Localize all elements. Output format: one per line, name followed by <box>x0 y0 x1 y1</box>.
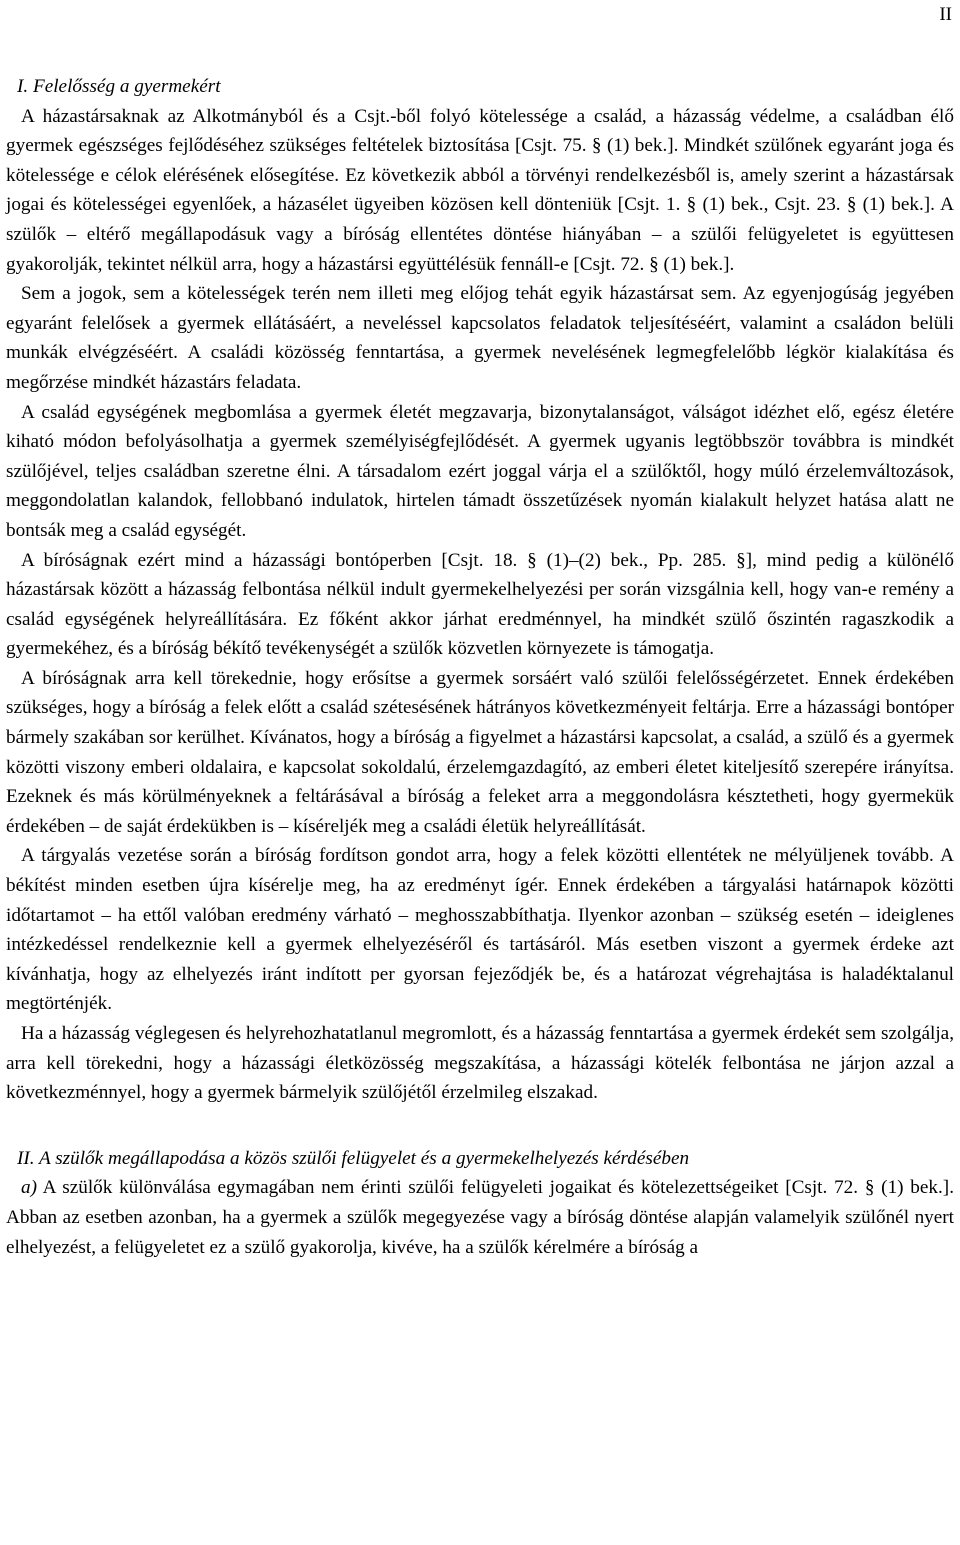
paragraph: A család egységének megbomlása a gyermek életét megzavarja, bizonytalanságot, válságot idézhet elő, egész életére kiható módon befolyásolhatja a gyermek személyiségfejlődését. A gyermek ugyanis legtöbbször továbbra is mindkét szülőjével, teljes családban szeretne élni. A társadalom ezért joggal várja el a szülőktől, hogy múló érzelemváltozások, meggondolatlan kalandok, fellobbanó indulatok, hirtelen támadt összetűzések nyomán kialakult helyzet hatása alatt ne bontsák meg a család egységét. <box>6 401 954 541</box>
paragraph: Sem a jogok, sem a kötelességek terén nem illeti meg előjog tehát egyik házastársat sem. Az egyenjogúság jegyében egyaránt felelősek a gyermek ellátásáért, a neveléssel kapcsolatos feladatok teljesítéséért, valamint a családon belüli munkák elvégzéséért. A családi közösség fenntartása, a gyermek nevelésének legmegfelelőbb légkör kialakítása és megőrzése mindkét házastárs feladata. <box>6 283 954 393</box>
section-1-heading: I. Felelősség a gyermekért <box>17 76 221 97</box>
section-2-heading: II. A szülők megállapodása a közös szülői felügyelet és a gyermekelhelyezés kérdésében <box>17 1147 690 1169</box>
document-body <box>6 72 954 1262</box>
paragraph: A tárgyalás vezetése során a bíróság fordítson gondot arra, hogy a felek közötti ellentétek ne mélyüljenek tovább. A békítést minden esetben újra kísérelje meg, ha az eredményt ígér. Ennek érdekében a tárgyalási határnapok közötti időtartamot – ha ettől valóban eredmény várható – meghosszabbíthatja. Ilyenkor azonban – szükség esetén – ideiglenes intézkedéssel rendelkeznie kell a gyermek elhelyezéséről és tartásáról. Más esetben viszont a gyermek érdeke azt kívánhatja, hogy az elhelyezés iránt indított per gyorsan fejeződjék be, és a határozat végrehajtása is haladéktalanul megtörténjék. <box>6 845 954 1015</box>
section-gap <box>6 1108 954 1144</box>
paragraph-text: A szülők különválása egymagában nem érinti szülői felügyeleti jogaikat és kötelezettségeiket [Csjt. 72. § (1) bek.]. Abban az esetben azonban, ha a gyermek a szülők megegyezése vagy a bíróság döntése alapján valamelyik szülőnél nyert elhelyezést, a felügyeletet ez a szülő gyakorolja, kivéve, ha a szülők kérelmére a bíróság a <box>6 1177 954 1258</box>
paragraph: A házastársaknak az Alkotmányból és a Csjt.-ből folyó kötelessége a család, a házasság védelme, a családban élő gyermek egészséges fejlődéséhez szükséges feltételek biztosítása [Csjt. 75. § (1) bek.]. Mindkét szülőnek egyaránt joga és kötelessége e célok elérésének elősegítése. Ez következik abból a törvényi rendelkezésből is, amely szerint a házastársak jogai és kötelességei egyenlőek, a házasélet ügyeiben közösen kell dönteniük [Csjt. 1. § (1) bek., Csjt. 23. § (1) bek.]. A szülők – eltérő megállapodásuk vagy a bíróság ellentétes döntése hiányában – a szülői felügyeletet is együttesen gyakorolják, tekintet nélkül arra, hogy a házastársi együttélésük fennáll-e [Csjt. 72. § (1) bek.]. <box>6 105 954 275</box>
page-number: II <box>939 4 952 25</box>
paragraph: Ha a házasság véglegesen és helyrehozhatatlanul megromlott, és a házasság fenntartása a gyermek érdekét sem szolgálja, arra kell törekedni, hogy a házassági életközösség megszakítása, a házassági kötelék felbontása ne járjon azzal a következménnyel, hogy a gyermek bármelyik szülőjétől érzelmileg elszakad. <box>6 1023 954 1104</box>
paragraph <box>6 1173 954 1262</box>
paragraph: A bíróságnak ezért mind a házassági bontóperben [Csjt. 18. § (1)–(2) bek., Pp. 285. §], mind pedig a különélő házastársak között a házasság felbontása nélkül indult gyermekelhelyezési per során vizsgálnia kell, hogy van-e remény a család egységének helyreállítására. Ez főként akkor járhat eredménnyel, ha mindkét szülő őszintén ragaszkodik a gyermekéhez, és a bíróság békítő tevékenységét a szülők közvetlen környezete is támogatja. <box>6 549 954 660</box>
paragraph: A bíróságnak arra kell törekednie, hogy erősítse a gyermek sorsáért való szülői felelősségérzetet. Ennek érdekében szükséges, hogy a bíróság a felek előtt a család szétesésének hátrányos következményeit feltárja. Erre a házassági bontóper bármely szakában sor kerülhet. Kívánatos, hogy a bíróság a figyelmet a házastársi kapcsolat, a család, a szülő és a gyermek közötti viszony emberi oldalaira, e kapcsolat sokoldalú, érzelemgazdagító, az emberi életet kiteljesítő szerepére irányítsa. Ezeknek és más körülményeknek a feltárásával a bíróság a feleket arra a meggondolásra késztetheti, hogy gyermekük érdekében – de saját érdekükben is – kíséreljék meg a családi életük helyreállítását. <box>6 667 954 837</box>
subsection-label: a) <box>21 1177 37 1199</box>
